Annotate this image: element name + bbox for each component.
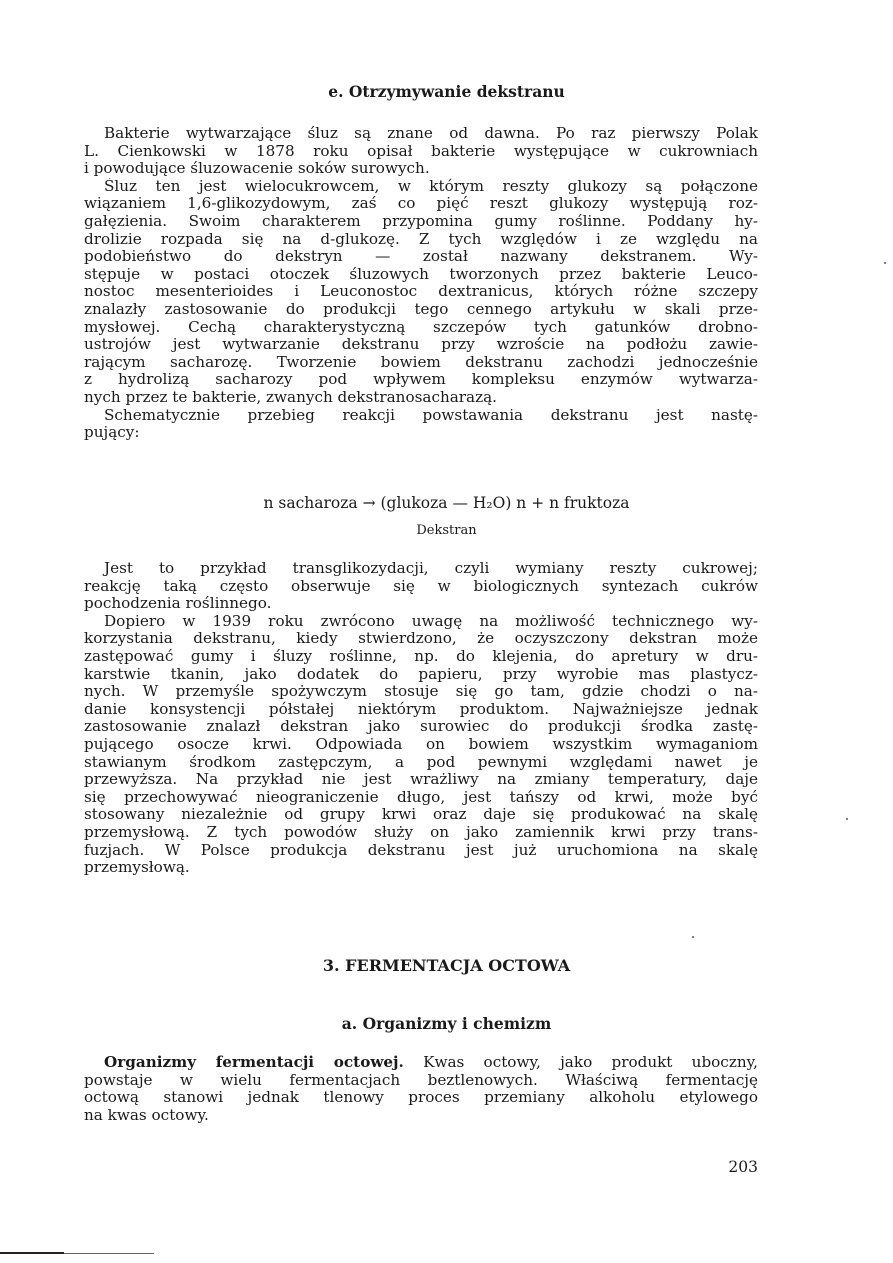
text-line: ustrojów jest wytwarzanie dekstranu przy wzroście na podłożu zawie- xyxy=(84,336,758,354)
page-number: 203 xyxy=(728,1158,758,1176)
scan-speck xyxy=(884,262,886,264)
text-line: nych. W przemyśle spożywczym stosuje się go tam, gdzie chodzi o na- xyxy=(84,683,758,701)
text-line: pochodzenia roślinnego. xyxy=(84,595,272,613)
text-line: zastosowanie znalazł dekstran jako surowiec do produkcji środka zastę- xyxy=(84,718,758,736)
text-line: pującego osocze krwi. Odpowiada on bowiem wszystkim wymaganiom xyxy=(84,735,758,753)
text-line: przemysłową. Z tych powodów służy on jako zamiennik krwi przy trans- xyxy=(84,823,758,841)
text-line: na kwas octowy. xyxy=(84,1106,209,1124)
text-line: Śluz ten jest wielocukrowcem, w którym reszty glukozy są połączone xyxy=(104,177,758,195)
text-line: drolizie rozpada się na d-glukozę. Z tych względów i ze względu na xyxy=(84,230,758,248)
text-line: wiązaniem 1,6-glikozydowym, zaś co pięć reszt glukozy występują roz- xyxy=(84,195,758,213)
section-heading-e: e. Otrzymywanie dekstranu xyxy=(328,82,565,101)
text-line: nostoc mesenterioides i Leuconostoc dextranicus, których różne szczepy xyxy=(84,283,758,301)
text-line: Bakterie wytwarzające śluz są znane od dawna. Po raz pierwszy Polak xyxy=(104,125,758,142)
section-heading-a: a. Organizmy i chemizm xyxy=(341,1014,552,1033)
text-line: Schematycznie przebieg reakcji powstawania dekstranu jest nastę- xyxy=(104,406,758,424)
text-line: się przechowywać nieograniczenie długo, jest tańszy od krwi, może być xyxy=(84,788,758,806)
text-line: zastępować gumy i śluzy roślinne, np. do klejenia, do apretury w dru- xyxy=(84,647,758,665)
text-line: przemysłową. xyxy=(84,859,190,877)
lead-term: Organizmy fermentacji octowej. xyxy=(104,1054,404,1071)
chapter-heading-fermentacja-octowa: 3. FERMENTACJA OCTOWA xyxy=(322,956,571,975)
text-line: nych przez te bakterie, zwanych dekstranosacharazą. xyxy=(84,388,497,406)
text-line: L. Cienkowski w 1878 roku opisał bakterie występujące w cukrowniach xyxy=(84,142,758,160)
text-line: korzystania dekstranu, kiedy stwierdzono, że oczyszczony dekstran może xyxy=(84,630,758,648)
text-line: podobieństwo do dekstryn — został nazwany dekstranem. Wy- xyxy=(84,248,758,266)
text-line: fuzjach. W Polsce produkcja dekstranu jest już uruchomiona na skalę xyxy=(84,841,758,859)
scan-edge-line xyxy=(64,1253,154,1254)
text-line: stępuje w postaci otoczek śluzowych tworzonych przez bakterie Leuco- xyxy=(84,265,758,283)
equation-label: Dekstran xyxy=(416,523,477,538)
text-line: Dopiero w 1939 roku zwrócono uwagę na możliwość technicznego wy- xyxy=(104,612,758,630)
text-line: stosowany niezależnie od grupy krwi oraz daje się produkować na skalę xyxy=(84,806,758,824)
text-line: powstaje w wielu fermentacjach beztlenowych. Właściwą fermentację xyxy=(84,1071,758,1089)
text-line: i powodujące śluzowacenie soków surowych. xyxy=(84,160,430,178)
text-line xyxy=(84,1054,758,1072)
scan-edge-line xyxy=(0,1252,64,1254)
text-line: stawianym środkom zastępczym, a pod pewnymi względami nawet je xyxy=(84,753,758,771)
text-fragment: Kwas octowy, jako produkt uboczny, xyxy=(403,1054,758,1071)
text-line: karstwie tkanin, jako dodatek do papieru, przy wyrobie mas plastycz- xyxy=(84,665,758,683)
text-line: Jest to przykład transglikozydacji, czyli wymiany reszty cukrowej; xyxy=(104,560,758,577)
text-line: znalazły zastosowanie do produkcji tego cennego artykułu w skali prze- xyxy=(84,300,758,318)
text-line: rającym sacharozę. Tworzenie bowiem dekstranu zachodzi jednocześnie xyxy=(84,353,758,371)
text-line: przewyższa. Na przykład nie jest wrażliwy na zmiany temperatury, daje xyxy=(84,771,758,789)
scan-speck xyxy=(692,936,694,938)
text-line: octową stanowi jednak tlenowy proces przemiany alkoholu etylowego xyxy=(84,1089,758,1107)
paragraph-dekstran-intro xyxy=(84,125,758,442)
text-line: mysłowej. Cechą charakterystyczną szczepów tych gatunków drobno- xyxy=(84,318,758,336)
text-line: reakcję taką często obserwuje się w biologicznych syntezach cukrów xyxy=(84,577,758,595)
paragraph-organizmy xyxy=(84,1054,758,1124)
reaction-equation: n sacharoza → (glukoza — H₂O) n + n fruktoza xyxy=(263,494,630,512)
paragraph-dekstran-applications xyxy=(84,560,758,877)
scan-speck xyxy=(846,818,848,820)
text-line: z hydrolizą sacharozy pod wpływem kompleksu enzymów wytwarza- xyxy=(84,371,758,389)
text-line: pujący: xyxy=(84,424,140,442)
text-line: danie konsystencji półstałej niektórym produktom. Najważniejsze jednak xyxy=(84,700,758,718)
text-line: gałęzienia. Swoim charakterem przypomina gumy roślinne. Poddany hy- xyxy=(84,212,758,230)
